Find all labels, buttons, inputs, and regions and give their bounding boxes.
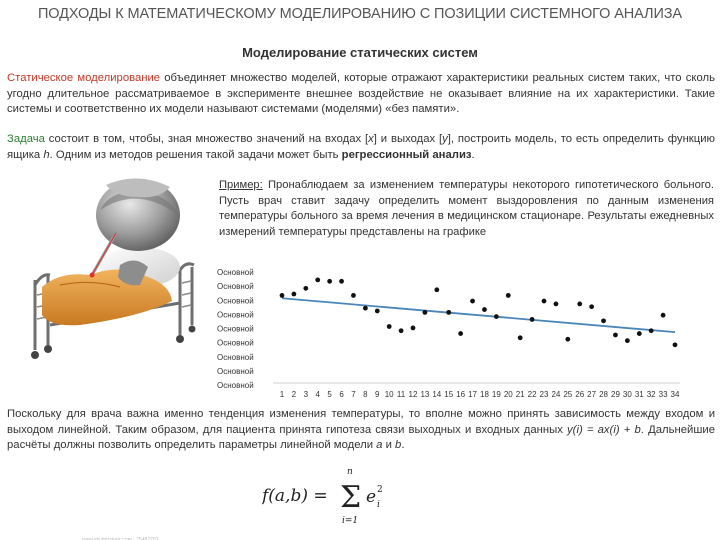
trend-line xyxy=(282,298,675,332)
x-tick-label: 18 xyxy=(480,390,489,399)
data-point xyxy=(661,313,666,318)
y-tick-label: Основной xyxy=(217,352,254,362)
var-h: h xyxy=(43,148,50,161)
conclusion-text-b: . Дальнейшие расчёты должны позволить определить параметры линейной модели xyxy=(7,423,715,451)
term-static-modeling: Статическое моделирование xyxy=(7,72,161,84)
data-point xyxy=(601,318,606,323)
data-point xyxy=(411,326,416,331)
x-tick-label: 3 xyxy=(303,390,309,399)
data-point xyxy=(482,307,487,312)
conclusion-end: . xyxy=(401,439,405,451)
x-tick-labels xyxy=(280,390,680,399)
x-tick-label: 21 xyxy=(515,390,525,399)
data-point xyxy=(554,302,559,307)
data-point xyxy=(446,310,451,315)
patient-in-bed-image xyxy=(20,175,205,380)
param-b: b xyxy=(395,439,402,451)
data-point xyxy=(327,279,332,284)
method-regression: регрессионный анализ xyxy=(341,148,472,161)
data-point xyxy=(565,337,570,342)
section-subtitle: Моделирование статических систем xyxy=(242,45,478,60)
x-tick-label: 6 xyxy=(339,390,344,399)
x-tick-label: 13 xyxy=(420,390,430,399)
data-point xyxy=(470,299,475,304)
formula-upper-limit: n xyxy=(347,467,353,477)
x-tick-label: 27 xyxy=(587,390,597,399)
x-tick-label: 33 xyxy=(658,390,668,399)
data-point xyxy=(280,293,285,298)
data-point xyxy=(458,331,463,336)
formula-subscript: i xyxy=(377,500,380,510)
y-tick-label: Основной xyxy=(217,296,254,306)
y-tick-label: Основной xyxy=(217,268,254,277)
x-tick-label: 5 xyxy=(327,390,332,399)
data-point xyxy=(399,328,404,333)
term-task: Задача xyxy=(7,133,45,145)
var-x: x xyxy=(368,133,374,145)
data-point xyxy=(625,338,630,343)
conclusion-and: и xyxy=(382,439,396,451)
x-tick-label: 12 xyxy=(408,390,418,399)
data-point xyxy=(375,309,380,314)
data-point xyxy=(577,302,582,307)
temperature-scatter-chart xyxy=(215,262,685,402)
x-tick-label: 30 xyxy=(622,390,632,399)
task-end: . xyxy=(471,148,475,161)
x-tick-label: 7 xyxy=(351,390,356,399)
data-point xyxy=(673,342,678,347)
x-tick-label: 24 xyxy=(551,390,561,399)
data-point xyxy=(387,324,392,329)
x-tick-label: 1 xyxy=(279,390,285,399)
y-tick-label: Основной xyxy=(217,381,254,390)
sigma-symbol: Σ xyxy=(340,480,362,515)
y-tick-label: Основной xyxy=(217,310,254,320)
data-point xyxy=(589,304,594,309)
x-tick-label: 16 xyxy=(456,390,466,399)
x-tick-label: 19 xyxy=(491,390,501,399)
formula-superscript: 2 xyxy=(377,485,383,495)
x-tick-label: 9 xyxy=(375,390,380,399)
task-text-a: состоит в том, чтобы, зная множество значений на входах [ xyxy=(44,133,369,145)
data-point xyxy=(518,335,523,340)
paragraph-conclusion xyxy=(7,407,715,454)
param-a: a xyxy=(376,439,383,451)
task-text-b: ] и выходах [ xyxy=(373,133,443,145)
data-point xyxy=(339,279,344,284)
x-tick-label: 29 xyxy=(611,390,620,399)
data-point xyxy=(303,286,308,291)
example-text: Пронаблюдаем за изменением температуры некоторого гипотетического больного. Пусть врач ставит задачу определить момент выздоровления по данным изменения температуры больного за время лечения в медицинском стационаре. Результаты ежедневных измерений температуры представлены на графике xyxy=(219,179,714,238)
x-tick-label: 32 xyxy=(646,390,656,399)
data-point xyxy=(613,333,618,338)
data-point xyxy=(423,310,428,315)
x-tick-label: 28 xyxy=(599,390,608,399)
sick-patient-illustration xyxy=(20,175,205,540)
x-tick-label: 4 xyxy=(315,390,320,399)
x-tick-label: 10 xyxy=(384,390,394,399)
x-tick-label: 11 xyxy=(396,390,406,399)
illustration-watermark: www.shutterstock.com · 75482763 xyxy=(82,537,159,540)
y-tick-label: Основной xyxy=(217,366,254,376)
data-point xyxy=(542,299,547,304)
sum-of-squares-formula xyxy=(262,466,402,526)
x-tick-label: 2 xyxy=(291,390,297,399)
x-tick-label: 20 xyxy=(503,390,513,399)
conclusion-text-a: Поскольку для врача важна именно тенденция изменения температуры, то вполне можно принять зависимость между входом и выходом линейной. Таким образом, для пациента принята гипотеза связи выходных и входных данных xyxy=(7,408,715,436)
data-point xyxy=(506,293,511,298)
formula-lhs: f(a,b) = xyxy=(262,486,328,506)
y-tick-label: Основной xyxy=(217,282,254,292)
paragraph1-text: объединяет множество моделей, которые отражают характеристики реальных систем таких, что сколь угодно длительное рассматриваемое в эксперименте внешнее воздействие не оказывает влияние на их характеристики. Такие системы и соответственно их модели называют системами (моделями) «без памяти». xyxy=(7,72,715,115)
task-text-d: . Одним из методов решения такой задачи может быть xyxy=(49,148,342,161)
var-y: y xyxy=(442,133,448,145)
data-point xyxy=(649,328,654,333)
data-point xyxy=(434,287,439,292)
inline-formula: y(i) = ax(i) + b xyxy=(567,423,641,436)
y-tick-label: Основной xyxy=(217,338,254,348)
data-point xyxy=(351,293,356,298)
example-label: Пример: xyxy=(219,179,263,191)
x-tick-label: 8 xyxy=(363,390,368,399)
paragraph-static-modeling xyxy=(7,71,715,118)
x-tick-label: 34 xyxy=(670,390,680,399)
data-points xyxy=(280,277,678,347)
x-tick-label: 31 xyxy=(634,390,644,399)
formula-lower-limit: i=1 xyxy=(342,516,359,526)
data-point xyxy=(494,314,499,319)
data-point xyxy=(530,317,535,322)
x-tick-label: 23 xyxy=(539,390,549,399)
task-text-c: ], построить модель, то есть определить функцию ящика xyxy=(7,133,715,161)
data-point xyxy=(292,292,297,297)
x-tick-label: 17 xyxy=(468,390,477,399)
x-tick-label: 15 xyxy=(444,390,454,399)
data-point xyxy=(315,277,320,282)
formula-term: e xyxy=(366,487,377,507)
x-tick-label: 25 xyxy=(563,390,573,399)
page-title: ПОДХОДЫ К МАТЕМАТИЧЕСКОМУ МОДЕЛИРОВАНИЮ С ПОЗИЦИИ СИСТЕМНОГО АНАЛИЗА xyxy=(37,6,683,22)
x-tick-label: 22 xyxy=(527,390,537,399)
x-tick-label: 26 xyxy=(575,390,585,399)
y-tick-label: Основной xyxy=(217,324,254,334)
paragraph-task xyxy=(7,132,715,163)
example-paragraph xyxy=(219,178,714,240)
x-tick-label: 14 xyxy=(432,390,442,399)
data-point xyxy=(363,306,368,311)
y-tick-labels xyxy=(217,268,254,390)
data-point xyxy=(637,331,642,336)
